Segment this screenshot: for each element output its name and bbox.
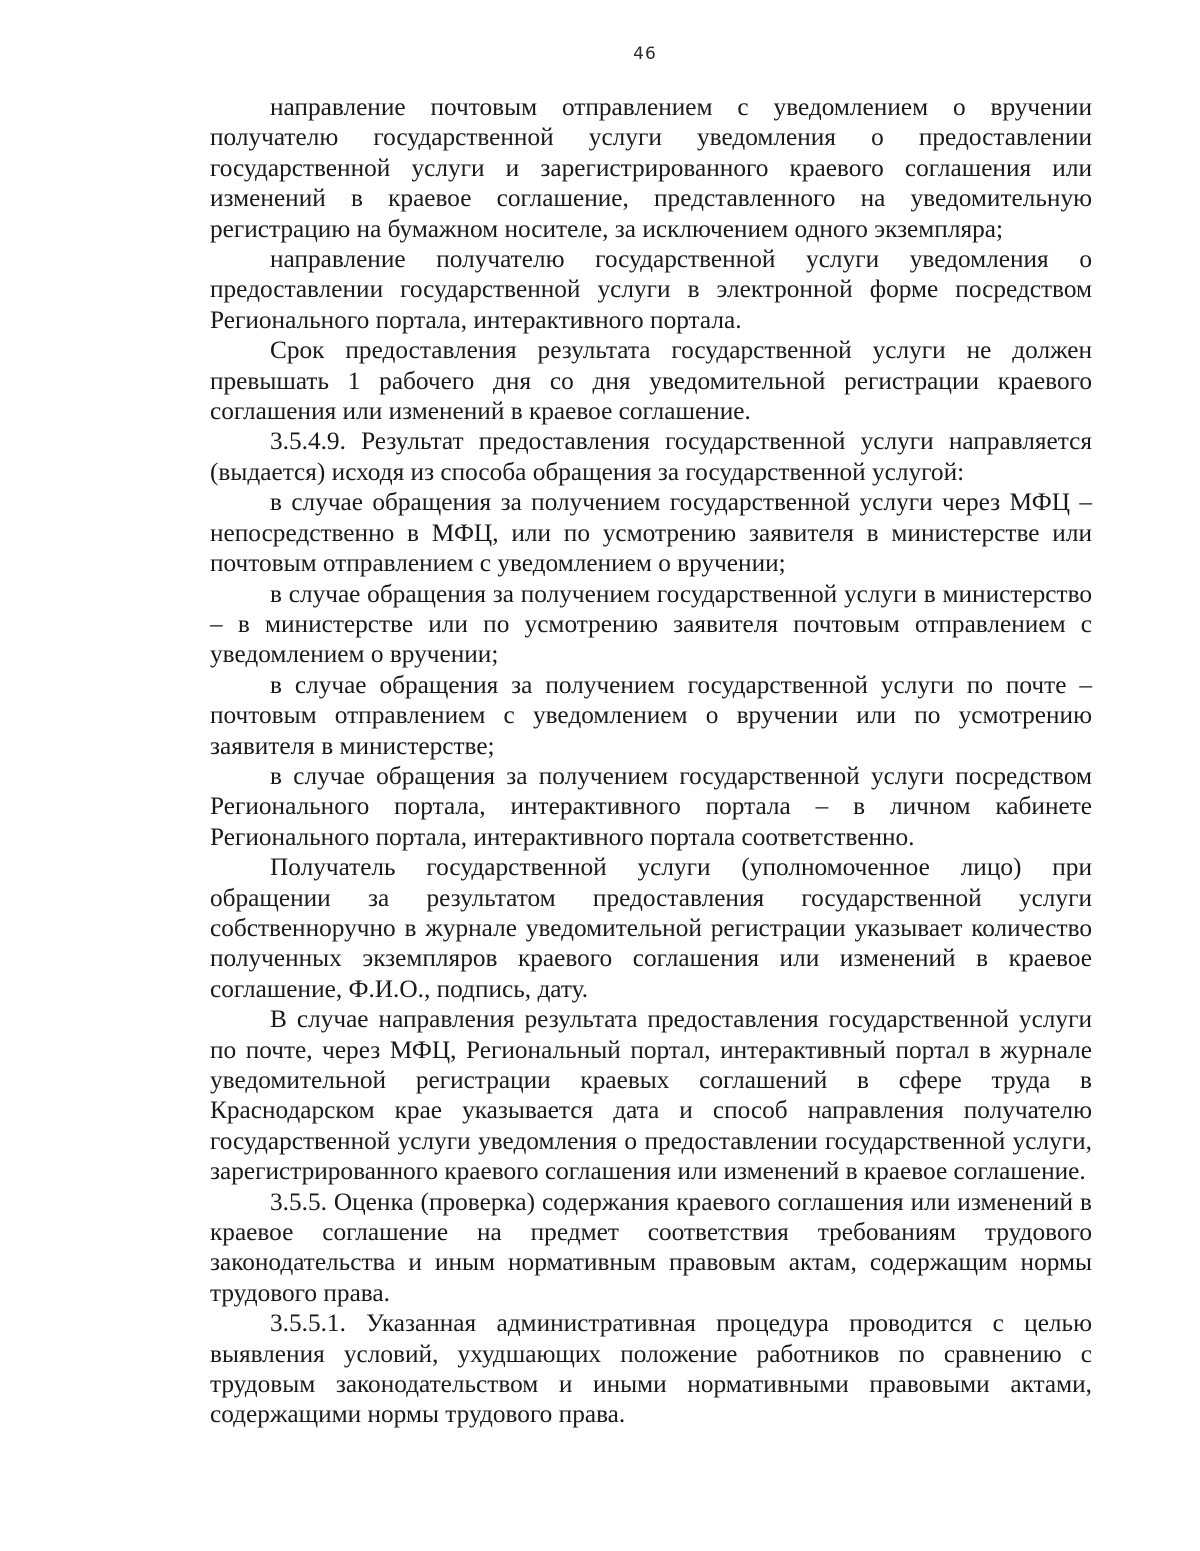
paragraph-3-5-5-1: 3.5.5.1. Указанная административная процедура проводится с целью выявления условий, ухудшающих положение работников по сравнению с трудовым законодательством и иными нормативными правовыми актами, содержащими нормы трудового права. [210, 1309, 1092, 1429]
paragraph-via-mfc: в случае обращения за получением государственной услуги через МФЦ – непосредственно в МФЦ, или по усмотрению заявителя в министерстве или почтовым отправлением с уведомлением о вручении; [210, 488, 1092, 578]
paragraph-postal-notification: направление почтовым отправлением с уведомлением о вручении получателю государственной услуги уведомления о предоставлении государственной услуги и зарегистрированного краевого соглашения или изменений в краевое соглашение, представленного на уведомительную регистрацию на бумажном носителе, за исключением одного экземпляра; [210, 93, 1092, 243]
paragraph-result-deadline: Срок предоставления результата государственной услуги не должен превышать 1 рабочего дня со дня уведомительной регистрации краевого соглашения или изменений в краевое соглашение. [210, 336, 1092, 426]
paragraph-3-5-5: 3.5.5. Оценка (проверка) содержания краевого соглашения или изменений в краевое соглашение на предмет соответствия требованиям трудового законодательства и иным нормативным правовым актам, содержащим нормы трудового права. [210, 1187, 1092, 1307]
paragraph-recipient-signature: Получатель государственной услуги (уполномоченное лицо) при обращении за результатом предоставления государственной услуги собственноручно в журнале уведомительной регистрации указывает количество полученных экземпляров краевого соглашения или изменений в краевое соглашение, Ф.И.О., подпись, дату. [210, 853, 1092, 1003]
paragraph-via-post: в случае обращения за получением государственной услуги по почте – почтовым отправлением с уведомлением о вручении или по усмотрению заявителя в министерстве; [210, 670, 1092, 760]
paragraph-3-5-4-9: 3.5.4.9. Результат предоставления государственной услуги направляется (выдается) исходя из способа обращения за государственной услугой: [210, 427, 1092, 486]
paragraph-via-ministry: в случае обращения за получением государственной услуги в министерство – в министерстве или по усмотрению заявителя почтовым отправлением с уведомлением о вручении; [210, 579, 1092, 669]
paragraph-journal-record: В случае направления результата предоставления государственной услуги по почте, через МФЦ, Региональный портал, интерактивный портал в журнале уведомительной регистрации краевых соглашений в сфере труда в Краснодарском крае указывается дата и способ направления получателю государственной услуги уведомления о предоставлении государственной услуги, зарегистрированного краевого соглашения или изменений в краевое соглашение. [210, 1005, 1092, 1186]
page-number: 46 [633, 44, 657, 64]
paragraph-via-portal: в случае обращения за получением государственной услуги посредством Регионального портала, интерактивного портала – в личном кабинете Регионального портала, интерактивного портала соответственно. [210, 761, 1092, 851]
paragraph-electronic-notification: направление получателю государственной услуги уведомления о предоставлении государственной услуги в электронной форме посредством Регионального портала, интерактивного портала. [210, 245, 1092, 334]
document-body [210, 92, 1092, 1430]
